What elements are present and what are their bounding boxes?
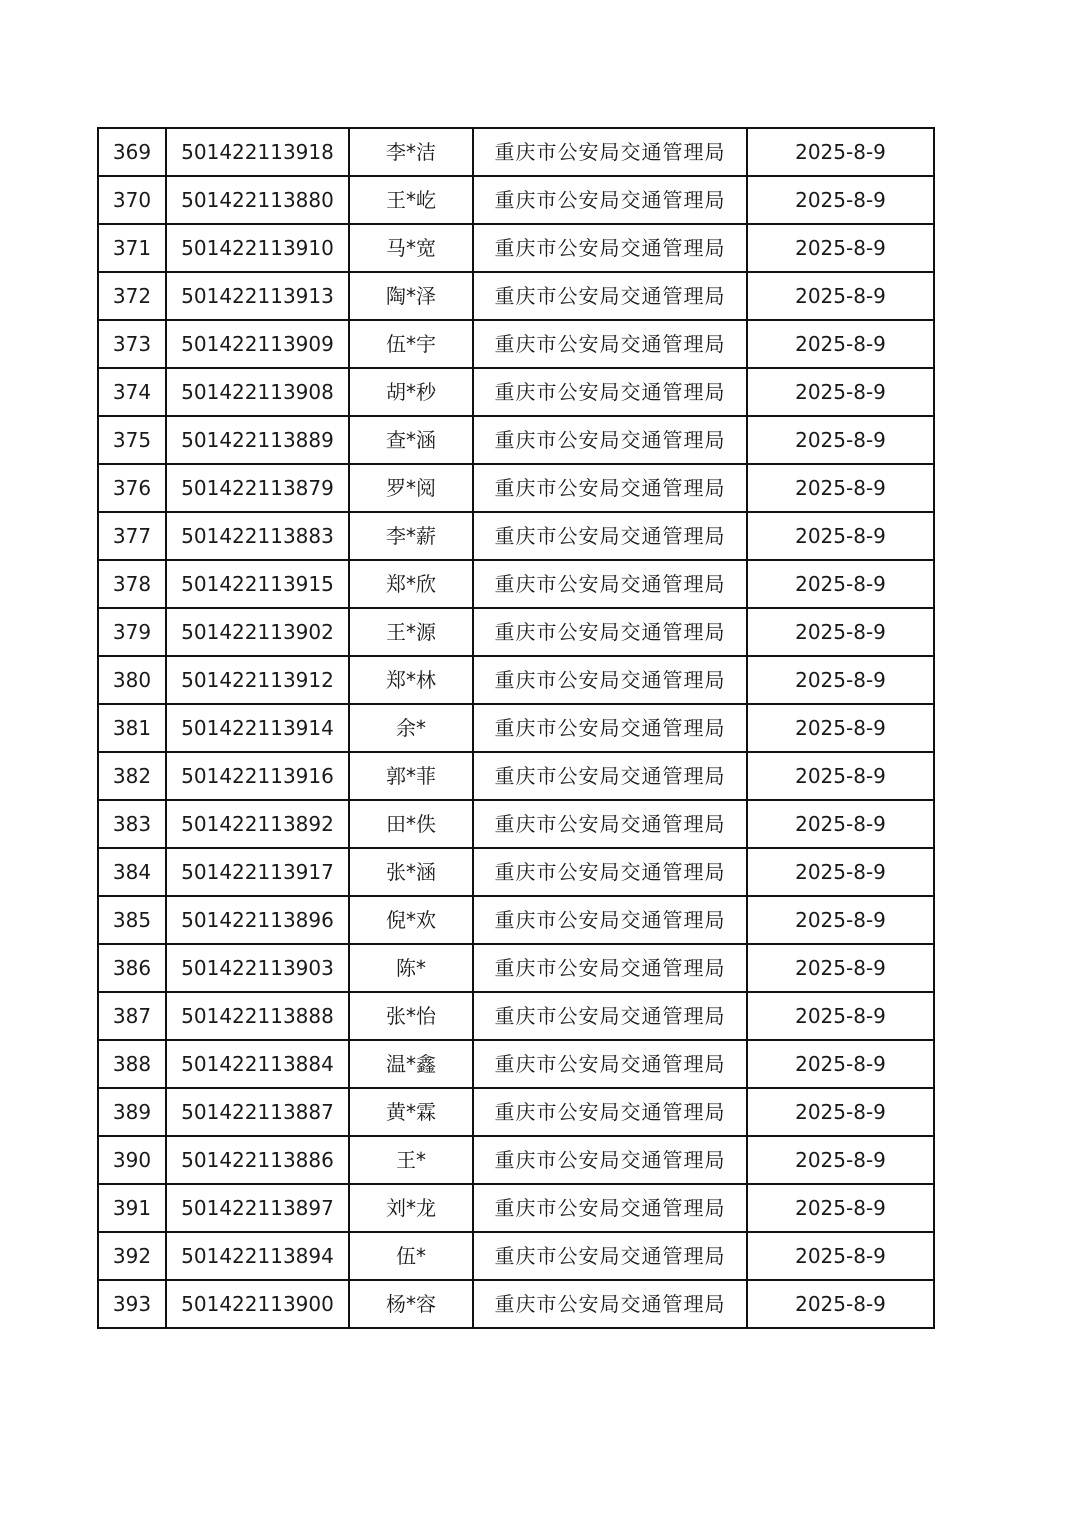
- row-seq-cell: 391: [98, 1184, 166, 1232]
- row-number-cell: 501422113888: [166, 992, 349, 1040]
- row-org-cell: 重庆市公安局交通管理局: [473, 1136, 747, 1184]
- row-seq-cell: 370: [98, 176, 166, 224]
- row-name-cell: 倪*欢: [349, 896, 473, 944]
- row-seq-cell: 372: [98, 272, 166, 320]
- row-date-cell: 2025-8-9: [747, 512, 934, 560]
- row-org-cell: 重庆市公安局交通管理局: [473, 464, 747, 512]
- row-date-cell: 2025-8-9: [747, 848, 934, 896]
- row-number-cell: 501422113887: [166, 1088, 349, 1136]
- row-number-cell: 501422113908: [166, 368, 349, 416]
- row-org-cell: 重庆市公安局交通管理局: [473, 176, 747, 224]
- row-org-cell: 重庆市公安局交通管理局: [473, 896, 747, 944]
- row-seq-cell: 392: [98, 1232, 166, 1280]
- table-row: [98, 512, 934, 560]
- row-org-cell: 重庆市公安局交通管理局: [473, 1184, 747, 1232]
- row-seq-cell: 373: [98, 320, 166, 368]
- row-name-cell: 伍*宇: [349, 320, 473, 368]
- row-number-cell: 501422113915: [166, 560, 349, 608]
- row-number-cell: 501422113879: [166, 464, 349, 512]
- table-row: [98, 608, 934, 656]
- row-number-cell: 501422113913: [166, 272, 349, 320]
- row-number-cell: 501422113896: [166, 896, 349, 944]
- row-seq-cell: 385: [98, 896, 166, 944]
- table-row: [98, 1280, 934, 1328]
- row-seq-cell: 375: [98, 416, 166, 464]
- row-number-cell: 501422113897: [166, 1184, 349, 1232]
- row-date-cell: 2025-8-9: [747, 320, 934, 368]
- row-seq-cell: 382: [98, 752, 166, 800]
- table-row: [98, 320, 934, 368]
- row-number-cell: 501422113880: [166, 176, 349, 224]
- row-date-cell: 2025-8-9: [747, 944, 934, 992]
- row-seq-cell: 383: [98, 800, 166, 848]
- row-number-cell: 501422113918: [166, 128, 349, 176]
- row-org-cell: 重庆市公安局交通管理局: [473, 752, 747, 800]
- table-row: [98, 1136, 934, 1184]
- row-org-cell: 重庆市公安局交通管理局: [473, 1040, 747, 1088]
- row-date-cell: 2025-8-9: [747, 1232, 934, 1280]
- row-seq-cell: 378: [98, 560, 166, 608]
- row-name-cell: 陶*泽: [349, 272, 473, 320]
- row-seq-cell: 376: [98, 464, 166, 512]
- row-org-cell: 重庆市公安局交通管理局: [473, 512, 747, 560]
- row-number-cell: 501422113903: [166, 944, 349, 992]
- row-date-cell: 2025-8-9: [747, 128, 934, 176]
- row-date-cell: 2025-8-9: [747, 1184, 934, 1232]
- row-org-cell: 重庆市公安局交通管理局: [473, 272, 747, 320]
- row-org-cell: 重庆市公安局交通管理局: [473, 992, 747, 1040]
- table-row: [98, 1232, 934, 1280]
- row-org-cell: 重庆市公安局交通管理局: [473, 800, 747, 848]
- table-row: [98, 1184, 934, 1232]
- row-name-cell: 王*源: [349, 608, 473, 656]
- row-date-cell: 2025-8-9: [747, 416, 934, 464]
- row-name-cell: 王*: [349, 1136, 473, 1184]
- table-row: [98, 704, 934, 752]
- row-number-cell: 501422113883: [166, 512, 349, 560]
- row-org-cell: 重庆市公安局交通管理局: [473, 656, 747, 704]
- row-name-cell: 杨*容: [349, 1280, 473, 1328]
- row-number-cell: 501422113909: [166, 320, 349, 368]
- row-number-cell: 501422113902: [166, 608, 349, 656]
- row-name-cell: 余*: [349, 704, 473, 752]
- table-row: [98, 560, 934, 608]
- row-seq-cell: 386: [98, 944, 166, 992]
- row-name-cell: 陈*: [349, 944, 473, 992]
- table-row: [98, 800, 934, 848]
- roster-table-body: [98, 128, 934, 1328]
- row-org-cell: 重庆市公安局交通管理局: [473, 368, 747, 416]
- row-org-cell: 重庆市公安局交通管理局: [473, 1088, 747, 1136]
- row-date-cell: 2025-8-9: [747, 272, 934, 320]
- row-number-cell: 501422113917: [166, 848, 349, 896]
- row-org-cell: 重庆市公安局交通管理局: [473, 704, 747, 752]
- row-seq-cell: 379: [98, 608, 166, 656]
- row-number-cell: 501422113912: [166, 656, 349, 704]
- row-number-cell: 501422113889: [166, 416, 349, 464]
- row-date-cell: 2025-8-9: [747, 368, 934, 416]
- row-seq-cell: 371: [98, 224, 166, 272]
- table-row: [98, 464, 934, 512]
- row-name-cell: 李*薪: [349, 512, 473, 560]
- row-name-cell: 马*宽: [349, 224, 473, 272]
- table-row: [98, 848, 934, 896]
- row-date-cell: 2025-8-9: [747, 752, 934, 800]
- row-seq-cell: 381: [98, 704, 166, 752]
- table-row: [98, 992, 934, 1040]
- row-number-cell: 501422113914: [166, 704, 349, 752]
- table-row: [98, 944, 934, 992]
- row-date-cell: 2025-8-9: [747, 1040, 934, 1088]
- row-name-cell: 李*洁: [349, 128, 473, 176]
- table-row: [98, 1040, 934, 1088]
- table-row: [98, 752, 934, 800]
- row-seq-cell: 384: [98, 848, 166, 896]
- row-org-cell: 重庆市公安局交通管理局: [473, 128, 747, 176]
- row-org-cell: 重庆市公安局交通管理局: [473, 416, 747, 464]
- row-name-cell: 伍*: [349, 1232, 473, 1280]
- row-number-cell: 501422113892: [166, 800, 349, 848]
- row-date-cell: 2025-8-9: [747, 176, 934, 224]
- table-row: [98, 368, 934, 416]
- row-date-cell: 2025-8-9: [747, 1136, 934, 1184]
- table-row: [98, 176, 934, 224]
- row-date-cell: 2025-8-9: [747, 1280, 934, 1328]
- row-seq-cell: 380: [98, 656, 166, 704]
- row-org-cell: 重庆市公安局交通管理局: [473, 1280, 747, 1328]
- row-org-cell: 重庆市公安局交通管理局: [473, 320, 747, 368]
- row-number-cell: 501422113900: [166, 1280, 349, 1328]
- roster-table: [97, 127, 935, 1329]
- row-seq-cell: 387: [98, 992, 166, 1040]
- row-number-cell: 501422113916: [166, 752, 349, 800]
- row-date-cell: 2025-8-9: [747, 800, 934, 848]
- row-name-cell: 张*涵: [349, 848, 473, 896]
- row-org-cell: 重庆市公安局交通管理局: [473, 560, 747, 608]
- row-seq-cell: 393: [98, 1280, 166, 1328]
- row-name-cell: 黄*霖: [349, 1088, 473, 1136]
- row-org-cell: 重庆市公安局交通管理局: [473, 848, 747, 896]
- row-number-cell: 501422113910: [166, 224, 349, 272]
- row-name-cell: 张*怡: [349, 992, 473, 1040]
- table-row: [98, 896, 934, 944]
- table-row: [98, 224, 934, 272]
- row-date-cell: 2025-8-9: [747, 704, 934, 752]
- row-name-cell: 田*佚: [349, 800, 473, 848]
- row-date-cell: 2025-8-9: [747, 656, 934, 704]
- table-row: [98, 272, 934, 320]
- table-row: [98, 656, 934, 704]
- table-row: [98, 416, 934, 464]
- row-seq-cell: 374: [98, 368, 166, 416]
- row-name-cell: 查*涵: [349, 416, 473, 464]
- row-name-cell: 郭*菲: [349, 752, 473, 800]
- row-name-cell: 温*鑫: [349, 1040, 473, 1088]
- row-name-cell: 刘*龙: [349, 1184, 473, 1232]
- row-date-cell: 2025-8-9: [747, 608, 934, 656]
- row-name-cell: 胡*秒: [349, 368, 473, 416]
- row-org-cell: 重庆市公安局交通管理局: [473, 608, 747, 656]
- table-row: [98, 1088, 934, 1136]
- row-date-cell: 2025-8-9: [747, 1088, 934, 1136]
- row-seq-cell: 389: [98, 1088, 166, 1136]
- row-org-cell: 重庆市公安局交通管理局: [473, 1232, 747, 1280]
- row-number-cell: 501422113894: [166, 1232, 349, 1280]
- row-date-cell: 2025-8-9: [747, 992, 934, 1040]
- row-date-cell: 2025-8-9: [747, 224, 934, 272]
- row-name-cell: 郑*欣: [349, 560, 473, 608]
- row-date-cell: 2025-8-9: [747, 896, 934, 944]
- row-org-cell: 重庆市公安局交通管理局: [473, 224, 747, 272]
- row-number-cell: 501422113886: [166, 1136, 349, 1184]
- row-seq-cell: 390: [98, 1136, 166, 1184]
- row-number-cell: 501422113884: [166, 1040, 349, 1088]
- row-date-cell: 2025-8-9: [747, 560, 934, 608]
- row-date-cell: 2025-8-9: [747, 464, 934, 512]
- row-org-cell: 重庆市公安局交通管理局: [473, 944, 747, 992]
- row-seq-cell: 377: [98, 512, 166, 560]
- row-name-cell: 罗*阅: [349, 464, 473, 512]
- row-seq-cell: 388: [98, 1040, 166, 1088]
- row-seq-cell: 369: [98, 128, 166, 176]
- row-name-cell: 王*屹: [349, 176, 473, 224]
- row-name-cell: 郑*林: [349, 656, 473, 704]
- table-row: [98, 128, 934, 176]
